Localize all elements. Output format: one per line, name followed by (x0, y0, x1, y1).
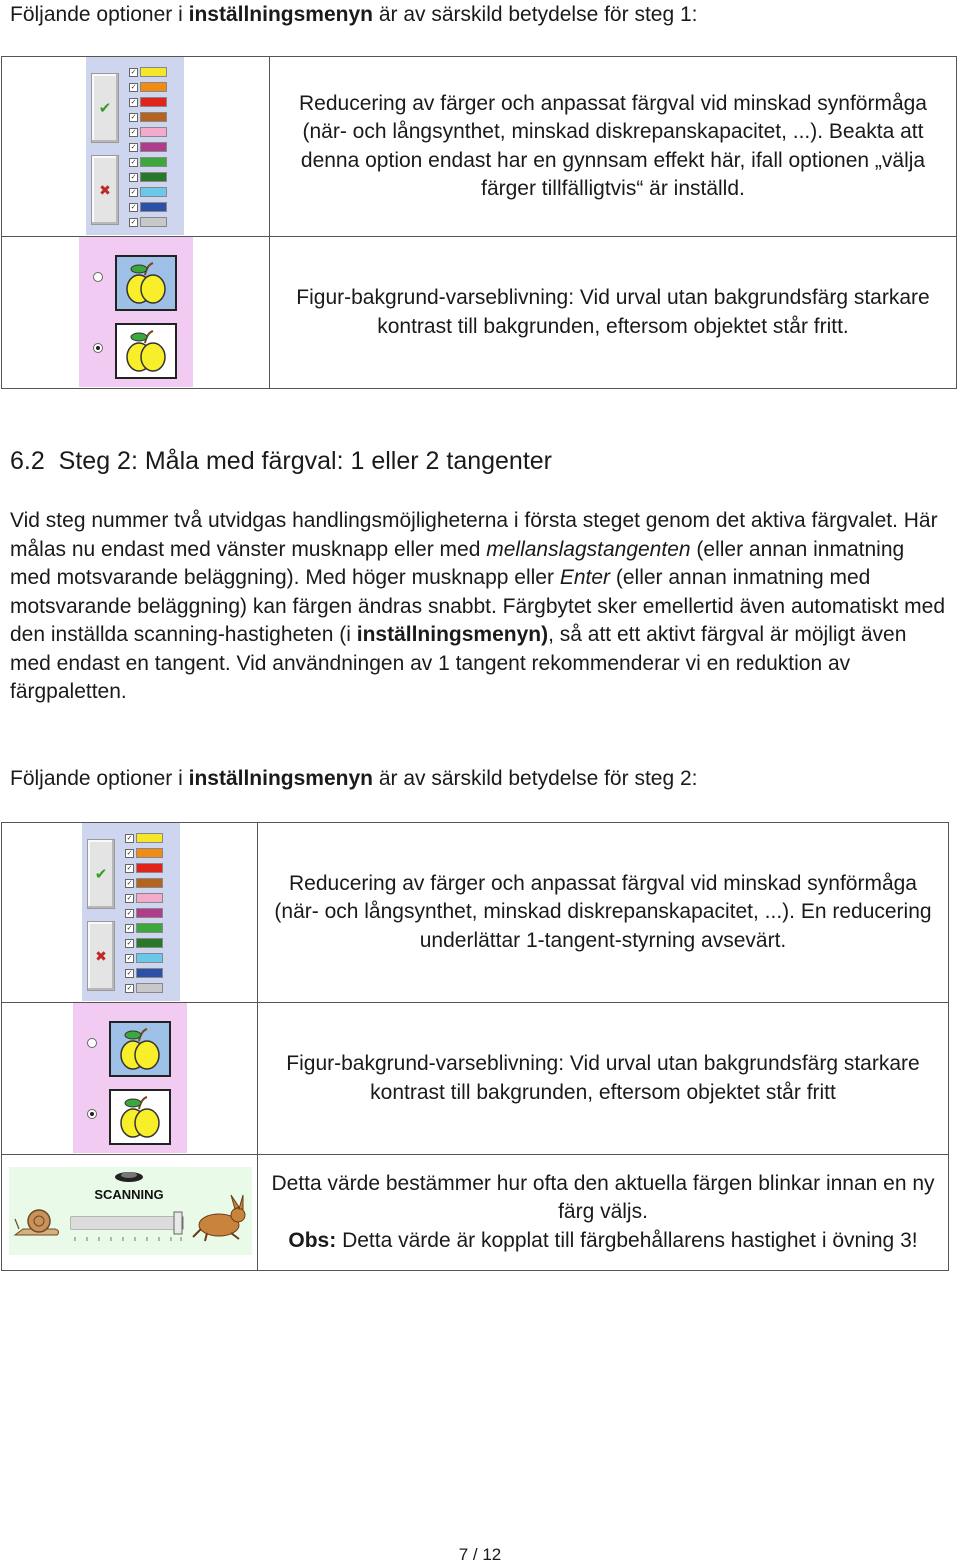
palette-option-text: Reducering av färger och anpassat färgval vid minskad synförmåga (när- och långsynthet, minskad diskrepanskapacitet, ...). En reducering underlättar 1-tangent-styrning avsevärt. (258, 823, 949, 1003)
apple-icon (117, 257, 175, 309)
cross-icon: ✖ (87, 921, 115, 991)
color-swatch (136, 923, 163, 933)
palette-swatches (129, 67, 179, 232)
palette-option-text: Reducering av färger och anpassat färgval vid minskad synförmåga (när- och långsynthet, minskad diskrepanskapacitet, ...). Beakta att denna option endast har en gynnsam effekt här, ifall optionen „välja färger tillfälligtvis“ är inställd. (270, 57, 957, 237)
radio-with-background (93, 272, 103, 282)
palette-swatch-row (125, 983, 175, 993)
palette-swatch-row (129, 187, 179, 197)
apple-card-with-background (115, 255, 177, 311)
color-swatch (140, 97, 167, 107)
color-swatch (140, 202, 167, 212)
palette-swatch-row (125, 878, 175, 888)
palette-swatch-row (125, 863, 175, 873)
apple-card-without-background (115, 323, 177, 379)
color-swatch (136, 893, 163, 903)
palette-swatch-row (129, 202, 179, 212)
palette-cell (2, 823, 258, 1003)
cross-icon: ✖ (91, 155, 119, 225)
checkbox-icon: ✓ (130, 84, 137, 91)
checkbox-icon: ✓ (126, 970, 133, 977)
checkbox-icon: ✓ (130, 189, 137, 196)
checkbox-icon: ✓ (130, 129, 137, 136)
apple-card-with-background (109, 1021, 171, 1077)
color-swatch (140, 187, 167, 197)
intro-steg1: Följande optioner i inställningsmenyn är av särskild betydelse för steg 1: (10, 3, 698, 26)
checkbox-icon: ✓ (126, 940, 133, 947)
palette-swatch-row (129, 97, 179, 107)
palette-swatch-row (129, 82, 179, 92)
checkbox-icon: ✓ (126, 910, 133, 917)
palette-swatch-row (125, 848, 175, 858)
options-table-steg1 (1, 56, 957, 389)
checkbox-icon: ✓ (126, 835, 133, 842)
checkbox-icon: ✓ (130, 144, 137, 151)
color-swatch (140, 82, 167, 92)
scanning-label: SCANNING (94, 1187, 164, 1202)
palette-swatch-row (129, 172, 179, 182)
figure-background-option-text: Figur-bakgrund-varseblivning: Vid urval utan bakgrundsfärg starkare kontrast till bakgrunden, eftersom objektet står fritt (258, 1003, 949, 1155)
palette-swatch-row (125, 938, 175, 948)
checkbox-icon: ✓ (130, 204, 137, 211)
intro-steg2: Följande optioner i inställningsmenyn är av särskild betydelse för steg 2: (10, 767, 698, 790)
section-number: 6.2 (10, 447, 45, 475)
check-icon: ✔ (91, 73, 119, 143)
radio-without-background (93, 343, 103, 353)
palette-swatch-row (129, 157, 179, 167)
checkbox-icon: ✓ (126, 895, 133, 902)
palette-swatch-row (125, 968, 175, 978)
color-swatch (136, 968, 163, 978)
checkbox-icon: ✓ (130, 219, 137, 226)
checkbox-icon: ✓ (126, 880, 133, 887)
checkbox-icon: ✓ (126, 865, 133, 872)
apple-icon (111, 1091, 169, 1143)
color-swatch (136, 878, 163, 888)
color-swatch (136, 938, 163, 948)
check-icon: ✔ (87, 839, 115, 909)
checkbox-icon: ✓ (130, 114, 137, 121)
color-swatch (136, 983, 163, 993)
checkbox-icon: ✓ (126, 850, 133, 857)
color-swatch (136, 863, 163, 873)
figure-background-cell (2, 1003, 258, 1155)
page-number: 7 / 12 (458, 1545, 502, 1564)
palette-swatch-row (129, 127, 179, 137)
scanning-speed-widget (9, 1167, 252, 1255)
scanning-cell (2, 1155, 258, 1271)
color-swatch (136, 848, 163, 858)
palette-swatch-row (129, 217, 179, 227)
palette-swatch-row (125, 833, 175, 843)
color-swatch (140, 142, 167, 152)
palette-swatch-row (129, 67, 179, 77)
radio-without-background (87, 1109, 97, 1119)
palette-swatch-row (125, 953, 175, 963)
checkbox-icon: ✓ (130, 174, 137, 181)
palette-swatches (125, 833, 175, 998)
figure-background-option-text: Figur-bakgrund-varseblivning: Vid urval utan bakgrundsfärg starkare kontrast till bakgrunden, eftersom objektet står fritt. (270, 237, 957, 389)
scanning-option-text: Detta värde bestämmer hur ofta den aktuella färgen blinkar innan en ny färg väljs. Obs: Detta värde är kopplat till färgbehållarens hastighet i övning 3! (258, 1155, 949, 1271)
apple-icon (117, 325, 175, 377)
color-swatch (140, 172, 167, 182)
palette-swatch-row (125, 923, 175, 933)
color-swatch (140, 217, 167, 227)
body-paragraph: Vid steg nummer två utvidgas handlingsmöjligheterna i första steget genom det aktiva färgvalet. Här målas nu endast med vänster musknapp eller med mellanslagstangenten (eller annan inmatning med motsvarande beläggning). Med höger musknapp eller Enter (eller annan inmatning med motsvarande beläggning) kan färgen ändras snabbt. Färgbytet sker emellertid även automatiskt med den inställda scanning-hastigheten (i inställningsmenyn), så att ett aktivt färgval är möjligt även med endast en tangent. Vid användningen av 1 tangent rekommenderar vi en reduktion av färgpaletten. (10, 509, 946, 703)
section-heading (10, 447, 950, 476)
checkbox-icon: ✓ (126, 955, 133, 962)
color-swatch (136, 953, 163, 963)
figure-background-widget (79, 237, 193, 387)
color-swatch (136, 908, 163, 918)
scanning-speed-graphic (9, 1167, 252, 1255)
snail-icon (15, 1210, 59, 1235)
options-table-steg2 (1, 822, 949, 1271)
checkbox-icon: ✓ (126, 985, 133, 992)
checkbox-icon: ✓ (130, 159, 137, 166)
checkbox-icon: ✓ (126, 925, 133, 932)
slider-track (71, 1212, 183, 1241)
checkbox-icon: ✓ (130, 99, 137, 106)
checkbox-icon: ✓ (130, 69, 137, 76)
palette-swatch-row (129, 142, 179, 152)
palette-swatch-row (129, 112, 179, 122)
color-swatch (136, 833, 163, 843)
color-swatch (140, 127, 167, 137)
palette-swatch-row (125, 908, 175, 918)
color-swatch (140, 67, 167, 77)
color-swatch (140, 157, 167, 167)
radio-with-background (87, 1038, 97, 1048)
color-palette-widget (82, 823, 180, 1001)
section-title: Steg 2: Måla med färgval: 1 eller 2 tangenter (58, 447, 553, 475)
color-swatch (140, 112, 167, 122)
figure-background-widget (73, 1003, 187, 1153)
apple-card-without-background (109, 1089, 171, 1145)
hare-icon (193, 1195, 245, 1241)
palette-swatch-row (125, 893, 175, 903)
color-palette-widget (86, 57, 184, 235)
slider-thumb (174, 1212, 182, 1234)
apple-icon (111, 1023, 169, 1075)
palette-cell (2, 57, 270, 237)
figure-background-cell (2, 237, 270, 389)
